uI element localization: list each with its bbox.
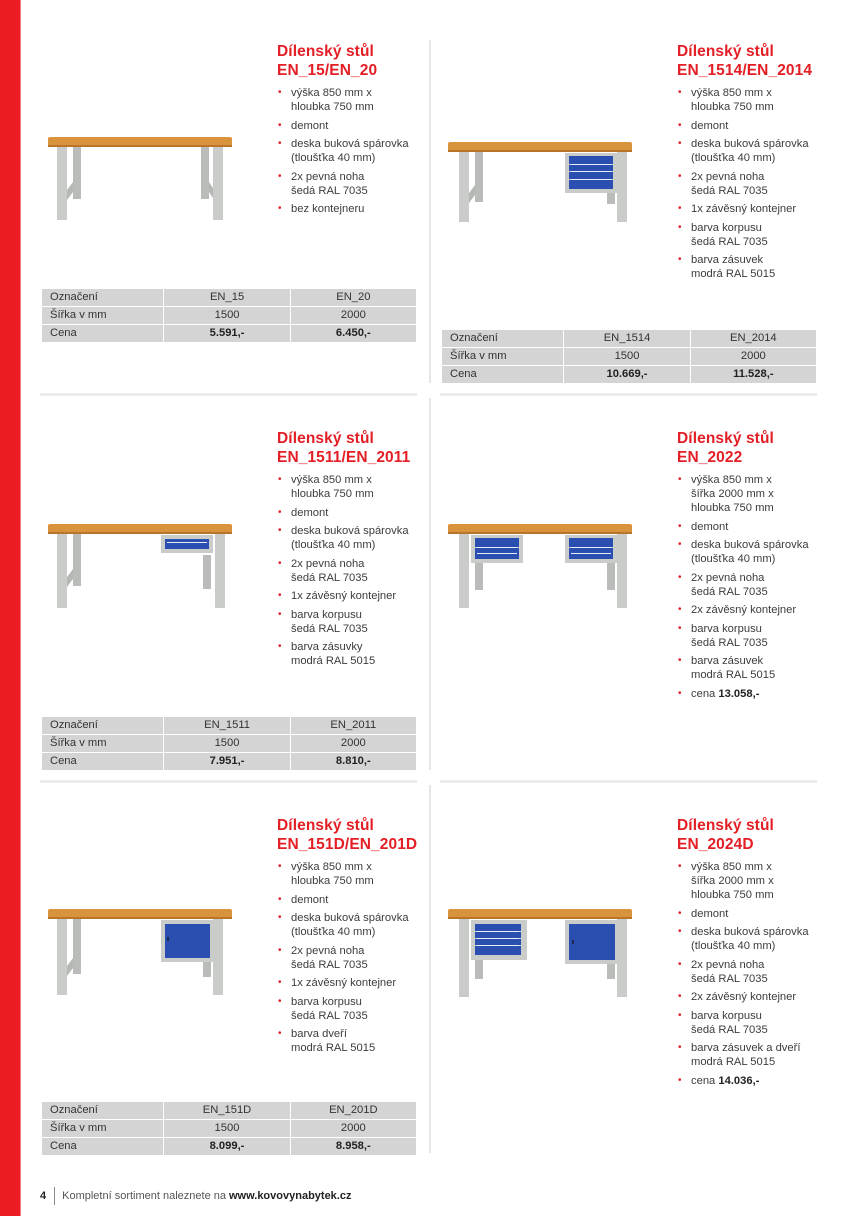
feature-text: cena: [691, 687, 719, 700]
spec-table: [41, 1101, 417, 1156]
feature-text: bez kontejneru: [291, 203, 365, 215]
feature-text: 2x pevná noha: [291, 170, 365, 183]
feature-text: 1x závěsný kontejner: [691, 203, 797, 215]
feature-text: modrá RAL 5015: [691, 1056, 776, 1068]
feature-text: 2x pevná noha: [691, 170, 765, 183]
feature-text: 2x závěsný kontejner: [691, 604, 797, 616]
value-1500: EN_15: [164, 289, 289, 306]
feature-text: modrá RAL 5015: [691, 669, 776, 681]
row-label: Šířka v mm: [442, 348, 563, 365]
feature-item: [677, 687, 827, 701]
product-title: Dílenský stůl EN_2024D: [677, 817, 774, 853]
feature-item: [677, 860, 827, 902]
product-info: [677, 42, 827, 286]
feature-item: [277, 119, 427, 133]
row-label: Šířka v mm: [42, 735, 163, 752]
feature-text: (tloušťka 40 mm): [691, 940, 776, 952]
feature-text: šířka 2000 mm x: [691, 488, 774, 500]
product-info: [277, 42, 427, 221]
feature-text: hloubka 750 mm: [691, 101, 774, 113]
product-image: [445, 515, 635, 625]
value-1500: 8.099,-: [164, 1138, 289, 1155]
feature-text: hloubka 750 mm: [691, 889, 774, 901]
feature-item: [677, 202, 827, 216]
feature-item: [677, 622, 827, 650]
feature-item: [277, 1027, 427, 1055]
feature-text: demont: [691, 907, 729, 920]
row-label: Šířka v mm: [42, 307, 163, 324]
row-label: Cena: [42, 753, 163, 770]
feature-text: modrá RAL 5015: [291, 655, 376, 667]
feature-text: deska buková spárovka: [691, 539, 809, 551]
feature-list: [277, 473, 427, 668]
feature-text: šedá RAL 7035: [291, 571, 368, 584]
feature-text: cena: [691, 1074, 719, 1087]
feature-item: [677, 86, 827, 114]
feature-text: hloubka 750 mm: [291, 101, 374, 113]
spec-row-designation: [42, 289, 416, 306]
price-value: 14.036,-: [718, 1074, 760, 1087]
product-image: [445, 130, 635, 240]
feature-item: [677, 571, 827, 599]
feature-text: výška 850 mm x: [291, 861, 372, 873]
row-label: Cena: [42, 1138, 163, 1155]
feature-text: deska buková spárovka: [291, 525, 409, 537]
feature-list: [277, 860, 427, 1055]
product-title: Dílenský stůl EN_15/EN_20: [277, 43, 378, 79]
feature-text: šedá RAL 7035: [691, 972, 768, 985]
feature-item: [677, 1009, 827, 1037]
product-info: [277, 816, 427, 1060]
feature-text: (tloušťka 40 mm): [291, 152, 376, 164]
feature-text: demont: [691, 520, 729, 533]
feature-item: [277, 170, 427, 198]
product-card: [41, 429, 431, 774]
feature-text: barva korpusu: [691, 1009, 762, 1022]
feature-item: [677, 907, 827, 921]
feature-text: šířka 2000 mm x: [691, 875, 774, 887]
feature-text: výška 850 mm x: [291, 87, 372, 99]
value-1500: 1500: [564, 348, 689, 365]
spec-row-price: [42, 1138, 416, 1155]
row-label: Cena: [42, 325, 163, 342]
feature-text: deska buková spárovka: [691, 138, 809, 150]
feature-item: [277, 640, 427, 668]
feature-item: [277, 202, 427, 216]
feature-item: [677, 603, 827, 617]
feature-list: [677, 860, 827, 1088]
feature-text: hloubka 750 mm: [291, 875, 374, 887]
spec-row-designation: [442, 330, 816, 347]
feature-text: šedá RAL 7035: [691, 1023, 768, 1036]
product-image: [445, 904, 635, 1014]
feature-item: [277, 608, 427, 636]
feature-text: modrá RAL 5015: [291, 1042, 376, 1054]
feature-item: [277, 86, 427, 114]
feature-item: [677, 520, 827, 534]
product-card: [41, 816, 431, 1161]
product-title: Dílenský stůl EN_151D/EN_201D: [277, 817, 418, 853]
feature-item: [677, 253, 827, 281]
feature-item: [677, 473, 827, 515]
feature-text: šedá RAL 7035: [291, 622, 368, 635]
feature-text: šedá RAL 7035: [691, 636, 768, 649]
feature-item: [677, 990, 827, 1004]
feature-text: šedá RAL 7035: [291, 1009, 368, 1022]
value-2000: 2000: [291, 1120, 416, 1137]
product-title: Dílenský stůl EN_1514/EN_2014: [677, 43, 813, 79]
product-info: [677, 816, 827, 1092]
row-label: Cena: [442, 366, 563, 383]
feature-item: [277, 557, 427, 585]
value-1500: 1500: [164, 307, 289, 324]
feature-item: [277, 976, 427, 990]
feature-text: barva korpusu: [691, 221, 762, 234]
value-1500: 7.951,-: [164, 753, 289, 770]
value-2000: EN_2014: [691, 330, 816, 347]
value-2000: 8.958,-: [291, 1138, 416, 1155]
feature-text: deska buková spárovka: [291, 912, 409, 924]
feature-text: demont: [691, 119, 729, 132]
price-value: 13.058,-: [718, 687, 760, 700]
feature-text: barva korpusu: [691, 622, 762, 635]
product-card: [41, 42, 431, 387]
feature-item: [677, 221, 827, 249]
feature-item: [677, 654, 827, 682]
spec-row-width: [42, 307, 416, 324]
feature-text: šedá RAL 7035: [291, 184, 368, 197]
feature-item: [277, 944, 427, 972]
spec-row-width: [442, 348, 816, 365]
page-footer: [40, 1187, 351, 1205]
row-label: Šířka v mm: [42, 1120, 163, 1137]
spec-row-price: [42, 325, 416, 342]
website-link[interactable]: www.kovovynabytek.cz: [229, 1190, 352, 1202]
footer-divider: [54, 1187, 55, 1205]
product-title: Dílenský stůl EN_1511/EN_2011: [277, 430, 411, 466]
feature-text: barva zásuvek: [691, 655, 764, 667]
feature-item: [277, 995, 427, 1023]
row-divider: [40, 780, 417, 783]
feature-text: (tloušťka 40 mm): [691, 152, 776, 164]
feature-item: [277, 137, 427, 165]
feature-text: barva korpusu: [291, 995, 362, 1008]
value-2000: EN_2011: [291, 717, 416, 734]
feature-text: deska buková spárovka: [691, 926, 809, 938]
value-1500: EN_1511: [164, 717, 289, 734]
value-2000: EN_20: [291, 289, 416, 306]
feature-text: výška 850 mm x: [291, 474, 372, 486]
spec-row-width: [42, 1120, 416, 1137]
value-2000: 6.450,-: [291, 325, 416, 342]
product-image: [45, 515, 235, 625]
spec-row-designation: [42, 717, 416, 734]
value-1500: 10.669,-: [564, 366, 689, 383]
spec-row-designation: [42, 1102, 416, 1119]
spec-table: [41, 288, 417, 343]
feature-text: 2x pevná noha: [691, 958, 765, 971]
spec-row-price: [442, 366, 816, 383]
product-title: Dílenský stůl EN_2022: [677, 430, 774, 466]
product-card: [441, 429, 831, 774]
feature-text: demont: [291, 506, 329, 519]
feature-text: (tloušťka 40 mm): [291, 926, 376, 938]
feature-item: [677, 1074, 827, 1088]
value-1500: 1500: [164, 1120, 289, 1137]
feature-item: [277, 524, 427, 552]
row-label: Označení: [42, 717, 163, 734]
feature-text: 2x pevná noha: [691, 571, 765, 584]
feature-text: barva korpusu: [291, 608, 362, 621]
feature-text: šedá RAL 7035: [291, 958, 368, 971]
feature-text: (tloušťka 40 mm): [691, 553, 776, 565]
product-card: [441, 816, 831, 1161]
feature-text: 1x závěsný kontejner: [291, 590, 397, 602]
value-1500: 1500: [164, 735, 289, 752]
value-2000: 2000: [291, 307, 416, 324]
feature-item: [677, 170, 827, 198]
feature-text: hloubka 750 mm: [691, 502, 774, 514]
feature-list: [677, 86, 827, 281]
feature-item: [677, 958, 827, 986]
feature-text: výška 850 mm x: [691, 87, 772, 99]
row-label: Označení: [42, 289, 163, 306]
spec-row-price: [42, 753, 416, 770]
feature-text: hloubka 750 mm: [291, 488, 374, 500]
feature-list: [277, 86, 427, 216]
feature-text: šedá RAL 7035: [691, 585, 768, 598]
value-2000: EN_201D: [291, 1102, 416, 1119]
feature-text: (tloušťka 40 mm): [291, 539, 376, 551]
feature-text: šedá RAL 7035: [691, 235, 768, 248]
footer-text: Kompletní sortiment naleznete na: [62, 1190, 226, 1202]
feature-item: [677, 119, 827, 133]
spec-table: [441, 329, 817, 384]
row-divider: [440, 393, 817, 396]
row-label: Označení: [42, 1102, 163, 1119]
value-1500: EN_151D: [164, 1102, 289, 1119]
product-image: [45, 130, 235, 240]
value-2000: 2000: [691, 348, 816, 365]
value-2000: 8.810,-: [291, 753, 416, 770]
spec-table: [41, 716, 417, 771]
feature-text: modrá RAL 5015: [691, 268, 776, 280]
value-2000: 11.528,-: [691, 366, 816, 383]
red-side-bar: [0, 0, 20, 1216]
feature-text: výška 850 mm x: [691, 474, 772, 486]
value-1500: 5.591,-: [164, 325, 289, 342]
feature-text: šedá RAL 7035: [691, 184, 768, 197]
feature-text: demont: [291, 893, 329, 906]
feature-text: demont: [291, 119, 329, 132]
feature-item: [277, 589, 427, 603]
product-info: [277, 429, 427, 673]
feature-item: [277, 473, 427, 501]
feature-text: barva zásuvky: [291, 641, 363, 653]
product-image: [45, 904, 235, 1014]
feature-list: [677, 473, 827, 701]
row-divider: [440, 780, 817, 783]
feature-item: [277, 893, 427, 907]
feature-item: [277, 506, 427, 520]
feature-text: barva zásuvek a dveří: [691, 1042, 801, 1054]
product-card: [441, 42, 831, 387]
feature-text: 2x závěsný kontejner: [691, 991, 797, 1003]
value-1500: EN_1514: [564, 330, 689, 347]
feature-text: barva zásuvek: [691, 254, 764, 266]
feature-text: výška 850 mm x: [691, 861, 772, 873]
row-divider: [40, 393, 417, 396]
product-info: [677, 429, 827, 705]
feature-item: [677, 1041, 827, 1069]
feature-text: 2x pevná noha: [291, 557, 365, 570]
feature-text: 1x závěsný kontejner: [291, 977, 397, 989]
feature-item: [277, 911, 427, 939]
value-2000: 2000: [291, 735, 416, 752]
page-number: 4: [40, 1190, 47, 1202]
feature-item: [677, 925, 827, 953]
feature-item: [677, 538, 827, 566]
feature-item: [277, 860, 427, 888]
feature-text: barva dveří: [291, 1028, 347, 1040]
feature-item: [677, 137, 827, 165]
spec-row-width: [42, 735, 416, 752]
feature-text: 2x pevná noha: [291, 944, 365, 957]
feature-text: deska buková spárovka: [291, 138, 409, 150]
row-label: Označení: [442, 330, 563, 347]
